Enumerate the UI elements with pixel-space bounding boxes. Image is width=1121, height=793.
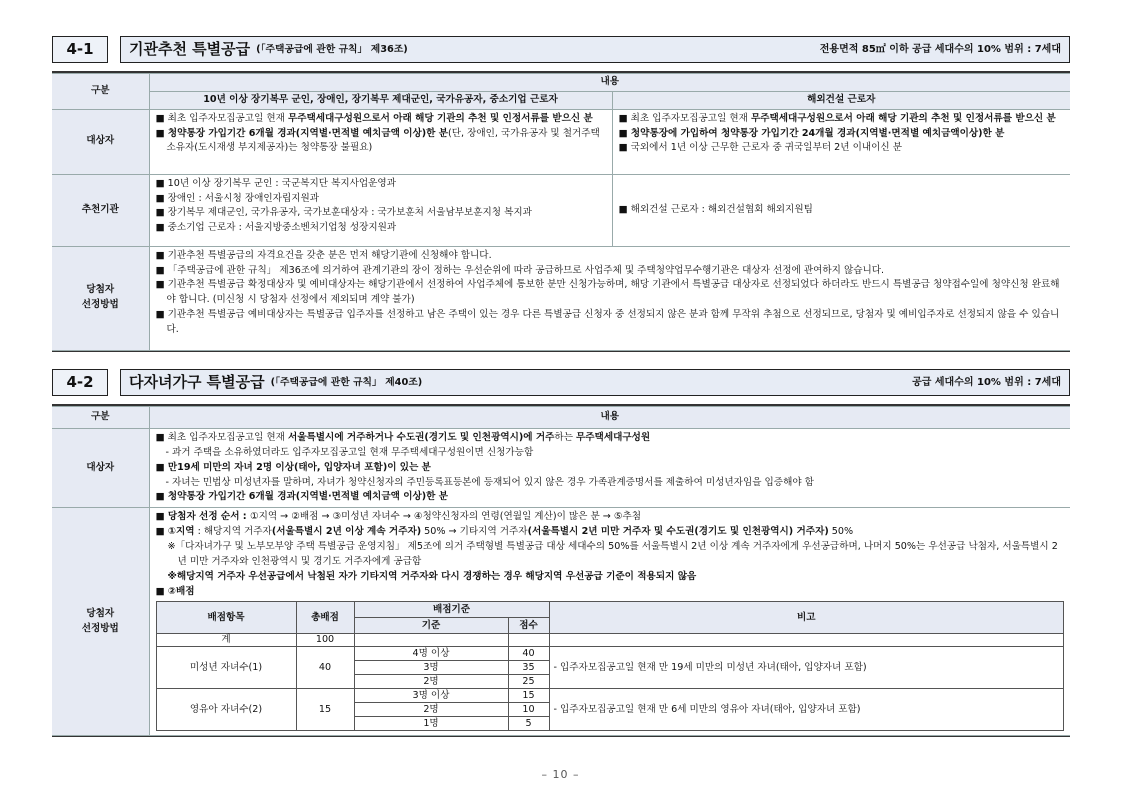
section-4-1-header bbox=[52, 36, 1070, 63]
list-item: ■ ②배점 bbox=[155, 585, 195, 597]
table-row: 1명 5 bbox=[156, 717, 1064, 731]
score-item: 미성년 자녀수(1) bbox=[156, 647, 296, 689]
list-item: ■ 최초 입주자모집공고일 현재 무주택세대구성원으로서 아래 해당 기관의 추천 및 인정서류를 받으신 분 bbox=[155, 112, 593, 124]
section-4-2-header bbox=[52, 369, 1070, 396]
section-4-1-table bbox=[52, 71, 1070, 352]
header-content: 내용 bbox=[149, 407, 1070, 429]
table-row bbox=[52, 109, 1070, 174]
list-item: - 자녀는 민법상 미성년자를 말하며, 자녀가 청약신청자의 주민등록표등본에 등재되어 있지 않은 경우 가족관계증명서를 제출하여 미성년자임을 입증해야 함 bbox=[165, 476, 814, 488]
score-table bbox=[156, 601, 1065, 731]
header-gubun: 구분 bbox=[52, 74, 149, 110]
table-row bbox=[52, 429, 1070, 508]
note: ※해당지역 거주자 우선공급에서 낙첨된 자가 기타지역 거주자와 다시 경쟁하는 경우 해당지역 우선공급 기준이 적용되지 않음 bbox=[167, 570, 697, 582]
section-number: 4-2 bbox=[52, 369, 108, 396]
header-col-b: 해외건설 근로자 bbox=[612, 91, 1070, 109]
list-item: - 과거 주택을 소유하였더라도 입주자모집공고일 현재 무주택세대구성원이면 신청가능함 bbox=[165, 446, 534, 458]
section-title: 다자녀가구 특별공급 bbox=[129, 372, 265, 391]
list-item: ■ 최초 입주자모집공고일 현재 서울특별시에 거주하거나 수도권(경기도 및 인천광역시)에 거주하는 무주택세대구성원 bbox=[155, 432, 651, 443]
section-subtitle: (「주택공급에 관한 규칙」 제40조) bbox=[270, 376, 423, 388]
header-gubun: 구분 bbox=[52, 407, 149, 429]
table-row: 2명 25 bbox=[156, 675, 1064, 689]
score-header-item: 배점항목 bbox=[156, 602, 296, 634]
table-row bbox=[52, 508, 1070, 736]
table-row bbox=[52, 174, 1070, 246]
table-row: 3명 35 bbox=[156, 661, 1064, 675]
score-item: 영유아 자녀수(2) bbox=[156, 689, 296, 731]
table-row: 2명 10 bbox=[156, 703, 1064, 717]
list-item: ■ 기관추천 특별공급 예비대상자는 특별공급 입주자를 선정하고 남은 주택이 있는 경우 다른 특별공급 신청자 중 선정되지 않은 분과 함께 무작위 추첨으로 선정되므로, 당첨자 및 예비입주자로 선정되지 않을 수 있습니다. bbox=[155, 309, 1060, 336]
section-subtitle: (「주택공급에 관한 규칙」 제36조) bbox=[256, 43, 408, 55]
list-item: ■ 10년 이상 장기복무 군인 : 국군복지단 복지사업운영과 bbox=[155, 177, 396, 189]
table-row bbox=[52, 246, 1070, 350]
row-label: 대상자 bbox=[52, 109, 149, 174]
list-item: ■ 장기복무 제대군인, 국가유공자, 국가보훈대상자 : 국가보훈처 서울남부보훈지청 복지과 bbox=[155, 207, 532, 219]
list-item: ■ 기관추천 특별공급 확정대상자 및 예비대상자는 해당기관에서 선정하여 사업주체에 통보한 분만 신청가능하며, 해당 기관에서 특별공급 대상자로 선정되었다 하더라도 반드시 특별공급 청약접수일에 청약신청 완료해야 합니다. (미신청 시 당첨자 선정에서 제외되며 계약 불가) bbox=[155, 279, 1060, 306]
list-item: ■ 청약통장 가입기간 6개월 경과(지역별·면적별 예치금액 이상)한 분(단, 장애인, 국가유공자 및 철거주택 소유자(도시재생 부지제공자)는 청약통장 불필요) bbox=[155, 127, 600, 154]
score-header-pts: 점수 bbox=[508, 618, 549, 634]
score-header-std: 배점기준 bbox=[354, 602, 549, 618]
header-col-a: 10년 이상 장기복무 군인, 장애인, 장기복무 제대군인, 국가유공자, 중소기업 근로자 bbox=[149, 91, 612, 109]
section-title-box bbox=[120, 369, 1070, 396]
score-note: - 입주자모집공고일 현재 만 6세 미만의 영유아 자녀(태아, 입양자녀 포함) bbox=[549, 689, 1063, 731]
score-total: 40 bbox=[296, 647, 354, 689]
score-total: 15 bbox=[296, 689, 354, 731]
page-number: – 10 – bbox=[541, 768, 580, 781]
list-item: ■ 기관추천 특별공급의 자격요건을 갖춘 분은 먼저 해당기관에 신청해야 합니다. bbox=[155, 249, 492, 261]
supply-count: 공급 세대수의 10% 범위 : 7세대 bbox=[912, 376, 1061, 388]
list-item: ■ 국외에서 1년 이상 근무한 근로자 중 귀국일부터 2년 이내이신 분 bbox=[618, 142, 902, 154]
score-note: - 입주자모집공고일 현재 만 19세 미만의 미성년 자녀(태아, 입양자녀 포함) bbox=[549, 647, 1063, 689]
row-label: 대상자 bbox=[52, 429, 149, 508]
list-item: ■ 만19세 미만의 자녀 2명 이상(태아, 입양자녀 포함)이 있는 분 bbox=[155, 461, 431, 473]
list-item: ■ 청약통장에 가입하여 청약통장 가입기간 24개월 경과(지역별·면적별 예치금액이상)한 분 bbox=[618, 127, 1005, 139]
section-number: 4-1 bbox=[52, 36, 108, 63]
table-row: 계 100 bbox=[156, 634, 1064, 647]
list-item: ■ 청약통장 가입기간 6개월 경과(지역별·면적별 예치금액 이상)한 분 bbox=[155, 491, 448, 503]
row-label: 추천기관 bbox=[52, 174, 149, 246]
list-item: ■ ①지역 : 해당지역 거주자(서울특별시 2년 이상 계속 거주자) 50% → 기타지역 거주자(서울특별시 2년 미만 거주자 및 수도권(경기도 및 인천광역시) 거주자) 50% bbox=[155, 526, 854, 538]
header-content: 내용 bbox=[149, 74, 1070, 92]
section-title: 기관추천 특별공급 bbox=[129, 39, 251, 58]
score-header-crit: 기준 bbox=[354, 618, 508, 634]
row-label: 당첨자 선정방법 bbox=[52, 508, 149, 736]
list-item: ■ 최초 입주자모집공고일 현재 무주택세대구성원으로서 아래 해당 기관의 추천 및 인정서류를 받으신 분 bbox=[618, 112, 1056, 124]
score-header-note: 비고 bbox=[549, 602, 1063, 634]
list-item: ■ 장애인 : 서울시청 장애인자립지원과 bbox=[155, 192, 320, 204]
section-title-box bbox=[120, 36, 1070, 63]
list-item: ■ 당첨자 선정 순서 : ①지역 → ②배점 → ③미성년 자녀수 → ④청약신청자의 연령(연월일 계산)이 많은 분 → ⑤추첨 bbox=[155, 511, 642, 523]
section-4-2-table bbox=[52, 404, 1070, 737]
table-row: 영유아 자녀수(2) 15 3명 이상 15 - 입주자모집공고일 현재 만 6세 미만의 영유아 자녀(태아, 입양자녀 포함) bbox=[156, 689, 1064, 703]
list-item: ■ 「주택공급에 관한 규칙」 제36조에 의거하여 관계기관의 장이 정하는 우선순위에 따라 공급하므로 사업주체 및 주택청약업무수행기관은 대상자 선정에 관여하지 않습니다. bbox=[155, 264, 885, 276]
note: ※「다자녀가구 및 노부모부양 주택 특별공급 운영지침」 제5조에 의거 주택형별 특별공급 대상 세대수의 50%를 서울특별시 2년 이상 계속 거주자에게 우선공급하며, 나머지 50%는 우선공급 낙첨자, 서울특별시 2년 미만 거주자와 인천광역시 및 경기도 거주자에게 공급함 bbox=[167, 541, 1058, 567]
supply-count: 전용면적 85㎡ 이하 공급 세대수의 10% 범위 : 7세대 bbox=[819, 43, 1061, 55]
list-item: ■ 중소기업 근로자 : 서울지방중소벤처기업청 성장지원과 bbox=[155, 222, 397, 234]
score-header-total: 총배점 bbox=[296, 602, 354, 634]
table-row: 미성년 자녀수(1) 40 4명 이상 40 - 입주자모집공고일 현재 만 19세 미만의 미성년 자녀(태아, 입양자녀 포함) bbox=[156, 647, 1064, 661]
list-item: ■ 해외건설 근로자 : 해외건설협회 해외지원팀 bbox=[618, 203, 813, 215]
row-label: 당첨자 선정방법 bbox=[52, 246, 149, 350]
